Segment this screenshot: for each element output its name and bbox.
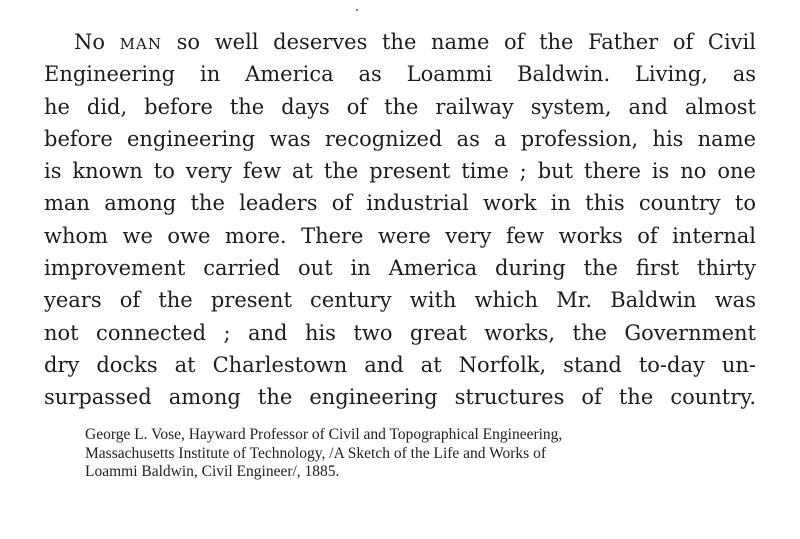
- quote-line-4: before engineering was recognized as a profession, his name: [44, 126, 757, 151]
- quote-line-12: surpassed among the engineering structures of the country.: [44, 385, 757, 410]
- quote-line-1: [44, 26, 756, 58]
- attribution-line-2: Massachusetts Institute of Technology, /A Sketch of the Life and Works of: [85, 444, 547, 462]
- quote-line-1-rest: so well deserves the name of the Father of Civil: [176, 30, 756, 54]
- quote-line-5: is known to very few at the present time ; but there is no one: [44, 159, 756, 184]
- quote-line-11: dry docks at Charlestown and at Norfolk, stand to-day un-: [44, 352, 756, 377]
- quote-line-6: man among the leaders of industrial work in this country to: [44, 191, 756, 216]
- attribution-line-1: George L. Vose, Hayward Professor of Civil and Topographical Engineering,: [85, 426, 563, 443]
- quote-smallcaps-word: man: [119, 30, 162, 54]
- quote-block: [44, 26, 756, 414]
- quote-line-9: years of the present century with which Mr. Baldwin was: [44, 288, 756, 313]
- quote-line-3: he did, before the days of the railway system, and almost: [44, 94, 756, 119]
- quote-lead-word: No: [74, 30, 106, 54]
- quote-line-10: not connected ; and his two great works, the Government: [44, 320, 756, 345]
- scan-speck: [356, 9, 358, 11]
- quote-line-2: Engineering in America as Loammi Baldwin. Living, as: [44, 62, 757, 87]
- quote-line-7: whom we owe more. There were very few works of internal: [44, 223, 757, 248]
- attribution-block: [85, 426, 765, 482]
- attribution-line-3: Loammi Baldwin, Civil Engineer/, 1885.: [85, 463, 340, 480]
- quote-line-8: improvement carried out in America during the first thirty: [44, 256, 756, 281]
